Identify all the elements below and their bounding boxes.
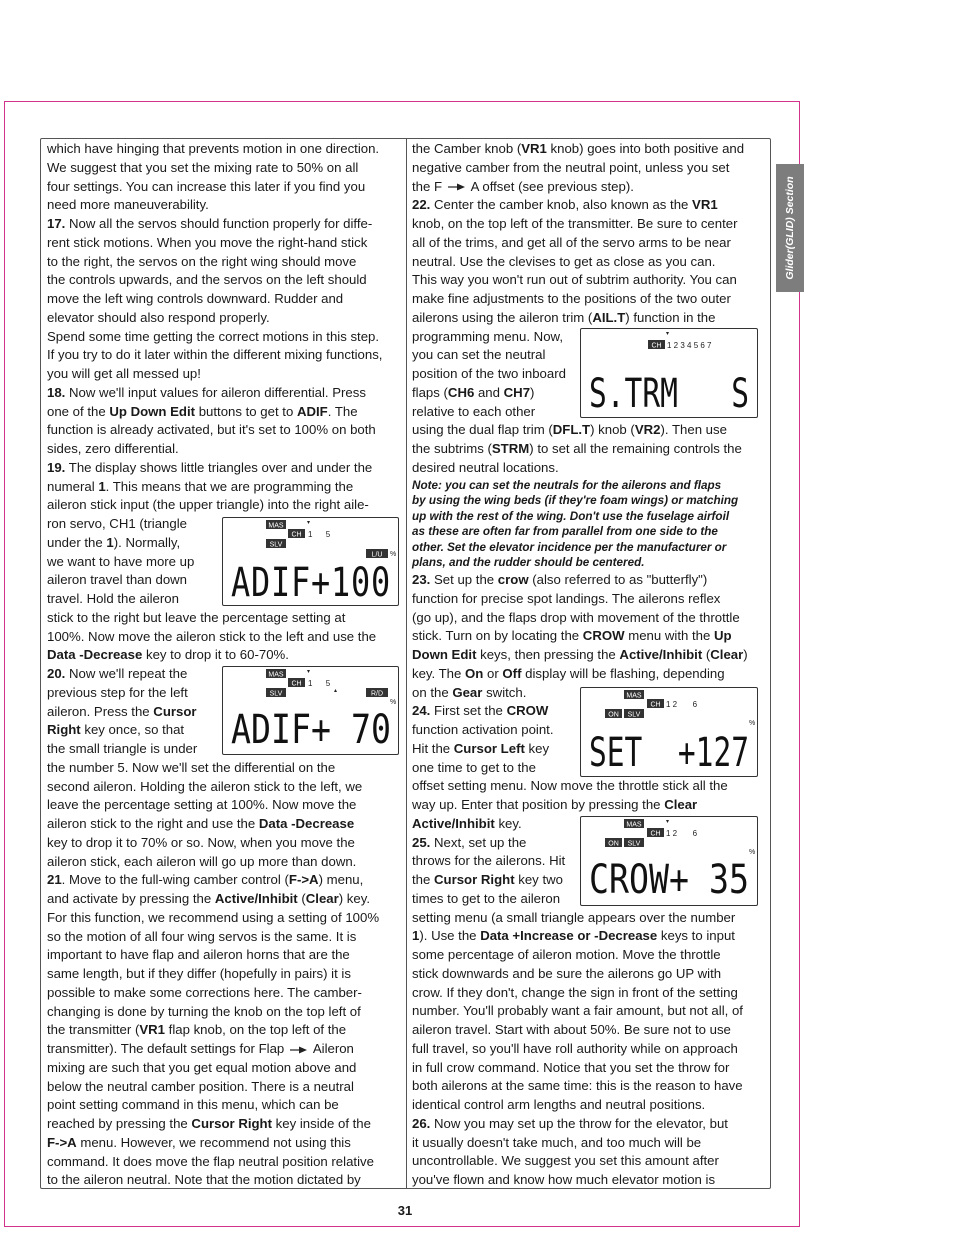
text-line: 23. Set up the crow (also referred to as "butterfly") xyxy=(412,572,708,588)
text-line: 19. The display shows little triangles over and under the xyxy=(47,459,373,475)
column-divider xyxy=(406,138,407,1188)
text-line: stick to the right but leave the percentage setting at xyxy=(47,609,346,625)
text-line: and activate by pressing the Active/Inhibit (Clear) key. xyxy=(47,891,371,906)
text-line: 21. Move to the full-wing camber control (F->A) menu, xyxy=(47,872,364,888)
ch-label: CH xyxy=(650,830,661,838)
text-line: (go up), and the flaps drop with movement of the throttle xyxy=(412,609,740,625)
text-line: point setting command in this menu, which can be xyxy=(47,1097,339,1113)
text-line: stick downwards and be sure the ailerons go UP with xyxy=(412,965,722,981)
text-line: 17. Now all the servos should function properly for diffe- xyxy=(47,216,373,231)
text-line: 24. First set the CROW xyxy=(412,703,549,719)
note-paragraph xyxy=(412,478,770,572)
text-line: in full crow command. Notice that you set the throw for xyxy=(412,1059,730,1075)
text-line: This way you won't run out of subtrim authority. You can xyxy=(412,272,737,288)
text-line: 20. Now we'll repeat the xyxy=(47,666,188,681)
text-line: the transmitter (VR1 flap knob, on the top left of the xyxy=(47,1022,347,1038)
text-line: Hit the Cursor Left key xyxy=(412,740,550,756)
slv-label: SLV xyxy=(269,690,283,698)
upper-triangle-icon xyxy=(307,521,310,524)
text-line: plans, and the rudder should be centered. xyxy=(412,556,645,570)
text-line: function for precise spot landings. The ailerons reflex xyxy=(412,590,721,606)
text-line: it usually doesn't take much, and too much will be xyxy=(412,1134,702,1150)
text-line: aileron stick to the right and use the Data -Decrease xyxy=(47,816,355,831)
text-line: Down Edit keys, then pressing the Active/Inhibit (Clear) xyxy=(412,647,748,663)
text-line: by using the wing beds (if they're foam wings) or matching xyxy=(412,494,739,508)
text-line: transmitter). The default settings for Flap Aileron xyxy=(47,1041,354,1056)
text-line: we want to have more up xyxy=(47,553,195,569)
lcd-main-text: SET +127 xyxy=(589,730,749,776)
text-line: need more maneuverability. xyxy=(47,197,209,213)
right-column-top-text xyxy=(412,140,770,478)
channel-digits: 1 5 xyxy=(308,679,331,688)
ch-label: CH xyxy=(651,342,662,350)
mas-label: MAS xyxy=(626,821,642,829)
text-line: aileron stick, each aileron will go up more than down. xyxy=(47,853,357,869)
text-line: Data -Decrease key to drop it to 60-70%. xyxy=(47,647,289,663)
right-column xyxy=(412,140,770,1190)
text-line: the controls upwards, and the servos on the left should xyxy=(47,272,367,288)
arrow-icon xyxy=(448,183,466,191)
text-line: on the Gear switch. xyxy=(412,684,527,700)
text-line: throws for the ailerons. Hit xyxy=(412,853,566,869)
text-line: way up. Enter that position by pressing the Clear xyxy=(412,797,698,813)
text-line: same length, but if they differ (hopefully in pairs) it is xyxy=(47,966,351,981)
text-line: neutral. Use the clevises to get as close as you can. xyxy=(412,253,716,269)
text-line: times to get to the aileron xyxy=(412,890,561,906)
text-line: leave the percentage setting at 100%. Now move the xyxy=(47,797,357,813)
text-line: you will get all messed up! xyxy=(47,366,201,381)
percent-sign: % xyxy=(390,699,397,706)
text-line: setting menu (a small triangle appears over the number xyxy=(412,909,736,925)
lu-label: L/U xyxy=(371,551,383,559)
text-line: using the dual flap trim (DFL.T) knob (VR2). Then use xyxy=(412,422,727,438)
text-line: previous step for the left xyxy=(47,684,188,700)
mas-label: MAS xyxy=(268,671,284,679)
text-line: key. The On or Off display will be flashing, depending xyxy=(412,665,725,681)
text-line: 25. Next, set up the xyxy=(412,834,527,850)
channel-digits: 1 2 3 4 5 6 7 xyxy=(667,341,712,350)
text-line: knob, on the top left of the transmitter. Be sure to center xyxy=(412,216,738,231)
text-line: stick. Turn on by locating the CROW menu with the Up xyxy=(412,628,732,644)
text-line: other. Set the elevator incidence per the manufacturer or xyxy=(412,540,727,554)
text-line: all of the trims, and get all of the servo arms to be near xyxy=(412,234,731,250)
upper-triangle-icon xyxy=(666,820,669,823)
text-line: move the left wing controls downward. Rudder and xyxy=(47,291,344,306)
section-tab xyxy=(776,164,804,292)
text-line: below the neutral camber position. There is a neutral xyxy=(47,1078,354,1094)
text-line: aileron. Press the Cursor xyxy=(47,703,197,719)
text-line: offset setting menu. Now move the throttle stick all the xyxy=(412,778,728,794)
text-line: second aileron. Holding the aileron stick to the left, we xyxy=(47,778,363,794)
text-line: to the aileron neutral. Note that the motion dictated by xyxy=(47,1172,361,1188)
lcd-main-text: S.TRM S xyxy=(589,371,749,417)
text-line: For this function, we recommend using a setting of 100% xyxy=(47,909,380,925)
text-line: aileron travel than down xyxy=(47,572,188,588)
lcd-display xyxy=(223,667,398,754)
channel-digits: 1 2 6 xyxy=(666,700,698,709)
text-line: Active/Inhibit key. xyxy=(412,815,522,831)
text-line: command. It does move the flap neutral position relative xyxy=(47,1153,374,1169)
text-line: four settings. You can increase this later if you find you xyxy=(47,178,366,194)
text-line: changing is done by turning the knob on the top left of xyxy=(47,1003,361,1019)
text-line: 100%. Now move the aileron stick to the left and use the xyxy=(47,628,377,644)
text-line: desired neutral locations. xyxy=(412,459,559,475)
text-line: possible to make some corrections here. The camber- xyxy=(47,984,362,1000)
lcd-display xyxy=(581,817,757,905)
text-line: elevator should also respond properly. xyxy=(47,309,270,325)
text-line: the F A offset (see previous step). xyxy=(412,178,634,194)
text-line: aileron stick input (the upper triangle) into the right aile- xyxy=(47,497,369,513)
text-line: identical control arm lengths and neutral positions. xyxy=(412,1097,706,1113)
rd-label: R/D xyxy=(370,690,384,698)
text-line: 22. Center the camber knob, also known as the VR1 xyxy=(412,197,718,213)
on-label: ON xyxy=(608,711,619,719)
text-line: you've flown and know how much elevator motion is xyxy=(412,1172,716,1188)
arrow-icon xyxy=(290,1046,308,1054)
text-line: under the 1). Normally, xyxy=(47,534,181,550)
text-line: ron servo, CH1 (triangle xyxy=(47,516,187,531)
text-line: to the right, the servos on the right wing should move xyxy=(47,253,357,269)
slv-label: SLV xyxy=(627,840,641,848)
text-line: ailerons using the aileron trim (AIL.T) function in the xyxy=(412,309,716,325)
mas-label: MAS xyxy=(268,522,284,530)
text-line: travel. Hold the aileron xyxy=(47,591,179,606)
text-line: up with the rest of the wing. Don't use the fuselage airfoil xyxy=(412,509,730,523)
text-line: We suggest that you set the mixing rate to 50% on all xyxy=(47,159,359,175)
ch-label: CH xyxy=(650,701,661,709)
ch-label: CH xyxy=(291,680,302,688)
text-line: Note: you can set the neutrals for the ailerons and flaps xyxy=(412,478,722,492)
text-line: so the motion of all four wing servos is the same. It is xyxy=(47,928,357,944)
text-line: function is already activated, but it's set to 100% on both xyxy=(47,422,376,438)
text-line: key to drop it to 70% or so. Now, when you move the xyxy=(47,834,355,850)
text-line: negative camber from the neutral point, unless you set xyxy=(412,159,730,175)
text-line: F->A menu. However, we recommend not using this xyxy=(47,1134,351,1150)
slv-label: SLV xyxy=(269,541,283,549)
upper-triangle-icon xyxy=(666,332,669,335)
text-line: crow. If they don't, change the sign in front of the setting xyxy=(412,984,738,1000)
lcd-set xyxy=(580,687,758,777)
text-line: both ailerons at the same time: this is the reason to have xyxy=(412,1078,743,1094)
text-line: numeral 1. This means that we are programming the xyxy=(47,478,354,494)
text-line: programming menu. Now, xyxy=(412,328,563,344)
text-line: reached by pressing the Cursor Right key inside of the xyxy=(47,1116,371,1131)
text-line: Right key once, so that xyxy=(47,722,185,738)
left-column xyxy=(47,140,404,1190)
text-line: as these are often far from parallel from one side to the xyxy=(412,525,718,539)
ch-label: CH xyxy=(291,531,302,539)
lcd-display xyxy=(581,688,757,776)
text-line: function activation point. xyxy=(412,722,554,738)
on-label: ON xyxy=(608,840,619,848)
text-line: 26. Now you may set up the throw for the elevator, but xyxy=(412,1115,728,1131)
text-line: mixing are such that you get equal motion above and xyxy=(47,1059,357,1075)
lower-triangle-icon xyxy=(334,689,337,692)
text-line: aileron travel. Start with about 50%. Be sure not to use xyxy=(412,1022,731,1038)
text-line: the subtrims (STRM) to set all the remaining controls the xyxy=(412,441,742,456)
section-tab-label: Glider(GLID) Section xyxy=(784,176,796,280)
lcd-adif-70 xyxy=(222,666,399,755)
text-line: the Cursor Right key two xyxy=(412,872,563,888)
channel-digits: 1 5 xyxy=(308,530,331,539)
lcd-crow xyxy=(580,816,758,906)
lcd-main-text: ADIF+ 70 xyxy=(231,707,391,753)
lcd-strm xyxy=(580,328,758,418)
percent-sign: % xyxy=(749,849,756,856)
text-line: the small triangle is under xyxy=(47,741,198,756)
page-number: 31 xyxy=(397,1203,413,1218)
text-line: you can set the neutral xyxy=(412,347,546,363)
channel-digits: 1 2 6 xyxy=(666,829,698,838)
mas-label: MAS xyxy=(626,692,642,700)
text-line: position of the two inboard xyxy=(412,366,566,381)
text-line: important to have flap and aileron horns that are the xyxy=(47,947,350,963)
lcd-display xyxy=(581,329,757,417)
percent-sign: % xyxy=(390,551,397,558)
text-line: 18. Now we'll input values for aileron differential. Press xyxy=(47,384,366,400)
text-line: uncontrollable. We suggest you set this amount after xyxy=(412,1153,719,1169)
text-line: some percentage of aileron motion. Move the throttle xyxy=(412,947,721,963)
slv-label: SLV xyxy=(627,711,641,719)
lcd-adif-100 xyxy=(222,517,399,606)
text-line: one of the Up Down Edit buttons to get to ADIF. The xyxy=(47,403,358,419)
text-line: flaps (CH6 and CH7) xyxy=(412,384,535,400)
percent-sign: % xyxy=(749,720,756,727)
text-line: number. You'll probably want a fair amount, but not all, of xyxy=(412,1003,743,1019)
text-line: full travel, so you'll have roll authority while on approach xyxy=(412,1040,738,1056)
text-line: sides, zero differential. xyxy=(47,441,179,456)
text-line: the Camber knob (VR1 knob) goes into both positive and xyxy=(412,141,745,156)
upper-triangle-icon xyxy=(307,670,310,673)
text-line: make fine adjustments to the positions of the two outer xyxy=(412,291,731,306)
text-line: one time to get to the xyxy=(412,759,536,775)
text-line: 1). Use the Data +Increase or -Decrease keys to input xyxy=(412,928,735,944)
text-line: the number 5. Now we'll set the differential on the xyxy=(47,759,336,775)
text-line: rent stick motions. When you move the right-hand stick xyxy=(47,234,368,250)
lcd-main-text: CROW+ 35 xyxy=(589,857,749,903)
lcd-display xyxy=(223,518,398,605)
text-line: relative to each other xyxy=(412,403,536,419)
text-line: If you try to do it later within the different mixing functions, xyxy=(47,347,383,363)
lcd-main-text: ADIF+100 xyxy=(231,560,391,605)
text-line: which have hinging that prevents motion in one direction. xyxy=(47,141,380,156)
text-line: Spend some time getting the correct motions in this step. xyxy=(47,328,380,344)
